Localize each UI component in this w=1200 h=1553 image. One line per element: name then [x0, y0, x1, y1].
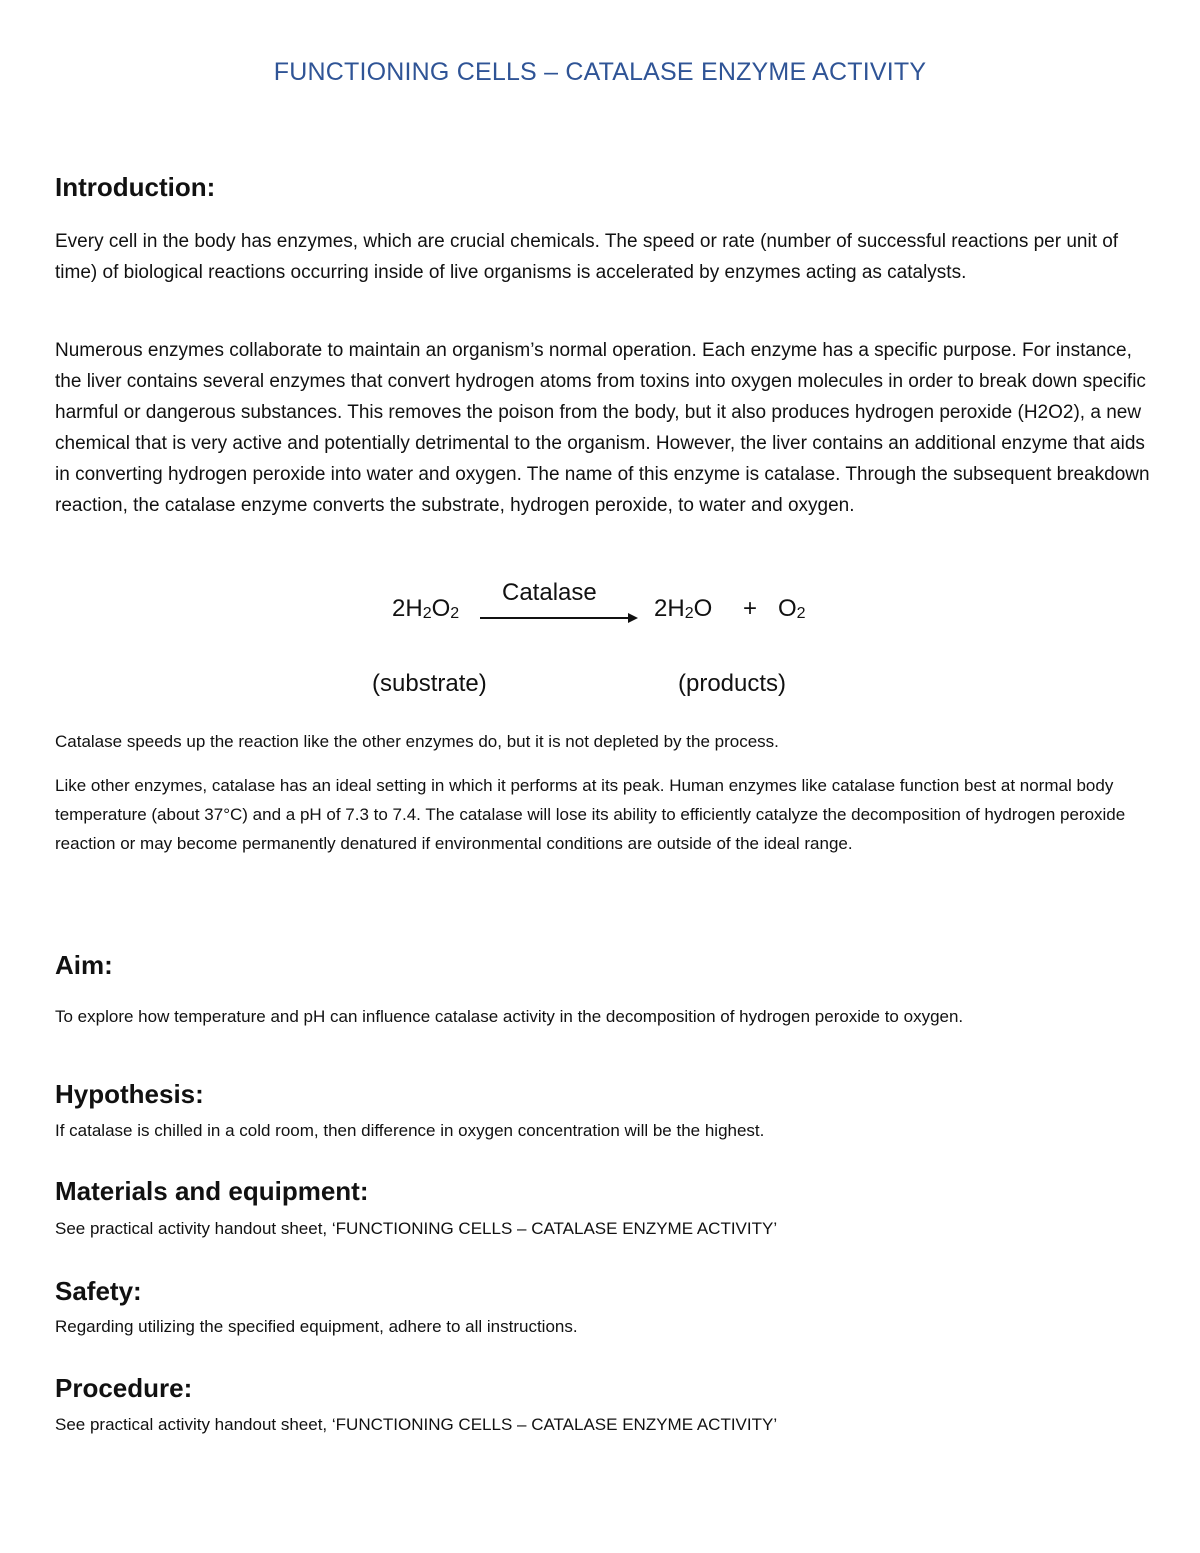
procedure-heading: Procedure: — [55, 1373, 193, 1403]
intro-paragraph-4: Like other enzymes, catalase has an ideal setting in which it performs at its peak. Human enzymes like catalase function best at normal body temperature (about 37°C) and a pH of 7.3 to 7.4. The catalase will lose its ability to efficiently catalyze the decomposition of hydrogen peroxide reaction or may become permanently denatured if environmental conditions are outside of the ideal range. — [55, 776, 1126, 853]
reaction-arrow-icon — [480, 611, 640, 625]
hypothesis-heading: Hypothesis: — [55, 1079, 204, 1109]
document-title: FUNCTIONING CELLS – CATALASE ENZYME ACTIVITY — [273, 58, 927, 86]
introduction-heading: Introduction: — [55, 172, 216, 202]
intro-paragraph-2: Numerous enzymes collaborate to maintain an organism’s normal operation. Each enzyme has a specific purpose. For instance, the liver contains several enzymes that convert hydrogen atoms from toxins into oxygen molecules in order to break down specific harmful or dangerous substances. This removes the poison from the body, but it also produces hydrogen peroxide (H2O2), a new chemical that is very active and potentially detrimental to the organism. However, the liver contains an additional enzyme that aids in converting hydrogen peroxide into water and oxygen. The name of this enzyme is catalase. Through the subsequent breakdown reaction, the catalase enzyme converts the substrate, hydrogen peroxide, to water and oxygen. — [55, 340, 1150, 516]
materials-text: See practical activity handout sheet, ‘FUNCTIONING CELLS – CATALASE ENZYME ACTIVITY’ — [55, 1219, 778, 1238]
safety-text: Regarding utilizing the specified equipment, adhere to all instructions. — [55, 1317, 578, 1336]
equation-reactant: $2H_2O_2$ — [392, 595, 460, 622]
materials-heading: Materials and equipment: — [55, 1176, 369, 1206]
hypothesis-text: If catalase is chilled in a cold room, then difference in oxygen concentration will be the highest. — [55, 1121, 765, 1140]
aim-heading: Aim: — [55, 950, 113, 980]
procedure-text: See practical activity handout sheet, ‘FUNCTIONING CELLS – CATALASE ENZYME ACTIVITY’ — [55, 1415, 778, 1434]
intro-paragraph-1: Every cell in the body has enzymes, which are crucial chemicals. The speed or rate (number of successful reactions per unit of time) of biological reactions occurring inside of live organisms is accelerated by enzymes acting as catalysts. — [55, 231, 1119, 283]
safety-heading: Safety: — [55, 1276, 142, 1306]
equation-product-water: $2H_2O$ — [654, 595, 713, 622]
equation-products-label: (products) — [678, 670, 787, 697]
aim-text: To explore how temperature and pH can influence catalase activity in the decomposition of hydrogen peroxide to oxygen. — [55, 1007, 964, 1026]
equation-plus: + — [743, 595, 758, 622]
equation-catalyst-label: Catalase — [502, 579, 597, 606]
equation-substrate-label: (substrate) — [372, 670, 487, 697]
equation-product-oxygen: $O_2$ — [778, 595, 806, 622]
intro-paragraph-3: Catalase speeds up the reaction like the other enzymes do, but it is not depleted by the process. — [55, 732, 779, 751]
catalase-reaction-equation — [360, 575, 840, 705]
